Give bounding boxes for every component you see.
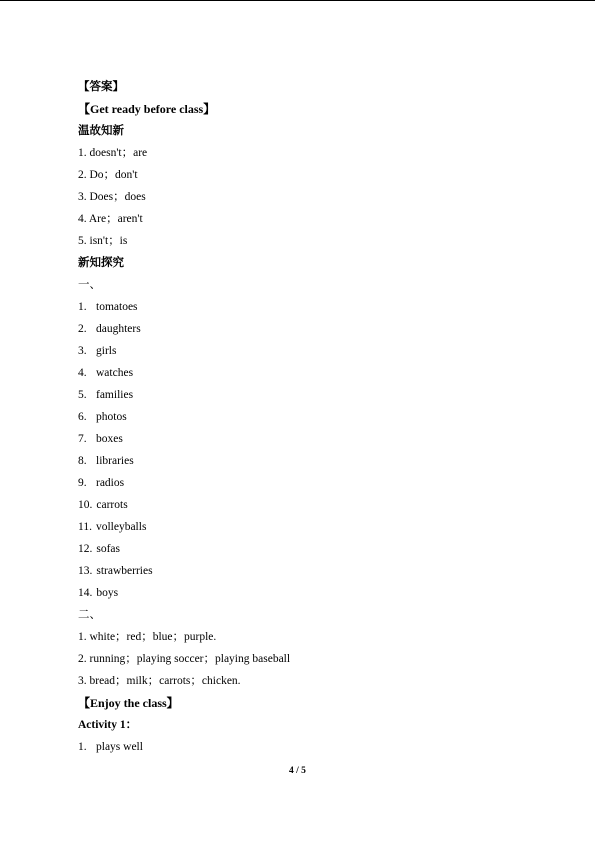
item-number: 13. [78,565,93,577]
part-two-title: 二、 [78,609,101,621]
item-word: daughters [96,323,141,335]
item-word: libraries [96,455,134,467]
list-item [78,406,538,428]
item-number: 10. [78,499,93,511]
item-number: 14. [78,587,93,599]
review-item: 1. doesn't；are [78,147,148,159]
section-enjoy-class-title: 【Enjoy the class】 [78,696,179,710]
item-word: strawberries [96,565,153,577]
plural-list [78,296,538,604]
item-number: 5. [78,389,87,401]
item-word: girls [96,345,117,357]
review-item: 4. Are；aren't [78,213,143,225]
list-item [78,384,538,406]
item-word: boxes [96,433,123,445]
item-number: 1. [78,301,87,313]
item-number: 6. [78,411,87,423]
item-word: carrots [96,499,128,511]
part-one-title: 一、 [78,279,101,291]
answer-title: 【答案】 [78,81,124,93]
list-item [78,472,538,494]
list-item: 2. running；playing soccer；playing baseball [78,653,291,665]
item-word: plays well [96,741,143,753]
item-number: 4. [78,367,87,379]
item-number: 8. [78,455,87,467]
list-item [78,538,538,560]
item-number: 7. [78,433,87,445]
list-item: 1. white；red；blue；purple. [78,631,217,643]
explore-title: 新知探究 [78,257,124,269]
item-word: volleyballs [95,521,147,533]
header-rule [0,0,595,1]
review-title: 温故知新 [78,125,124,137]
item-word: tomatoes [96,301,138,313]
document-body [78,76,538,758]
item-word: families [96,389,134,401]
list-item [78,318,538,340]
activity-list [78,736,538,758]
item-word: watches [96,367,134,379]
list-item [78,736,538,758]
list-item [78,296,538,318]
review-item: 2. Do；don't [78,169,138,181]
item-number: 11. [78,521,92,533]
item-number: 9. [78,477,87,489]
item-number: 3. [78,345,87,357]
list-item [78,516,538,538]
part-two-list [78,626,538,692]
item-number: 2. [78,323,87,335]
item-number: 12. [78,543,93,555]
item-word: photos [96,411,127,423]
item-word: sofas [96,543,121,555]
list-item: 3. bread；milk；carrots；chicken. [78,675,241,687]
section-get-ready-title: 【Get ready before class】 [78,102,216,116]
list-item [78,450,538,472]
list-item [78,362,538,384]
review-item: 3. Does；does [78,191,146,203]
item-number: 1. [78,741,87,753]
list-item [78,340,538,362]
list-item [78,560,538,582]
list-item [78,428,538,450]
review-item: 5. isn't；is [78,235,128,247]
item-word: boys [96,587,119,599]
page-number: 4 / 5 [289,766,306,776]
review-list [78,142,538,252]
item-word: radios [96,477,125,489]
list-item [78,582,538,604]
list-item [78,494,538,516]
activity-title: Activity 1： [78,719,138,731]
